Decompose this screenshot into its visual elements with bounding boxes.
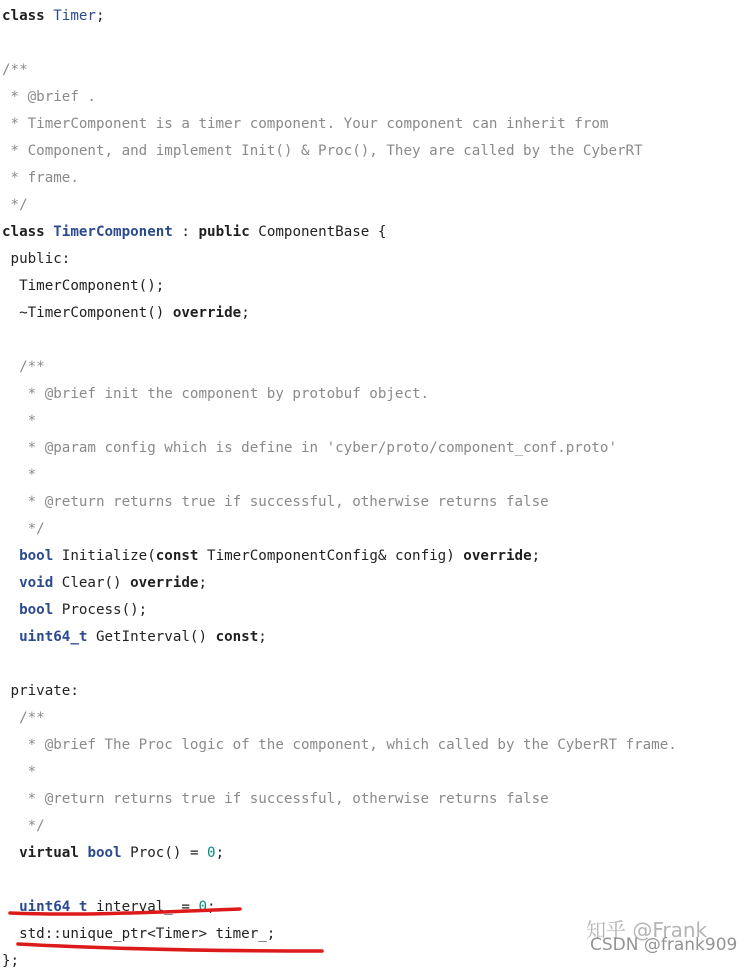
code-token: TimerComponent();: [2, 278, 165, 294]
code-line: [2, 516, 754, 543]
code-token: /**: [2, 359, 45, 375]
code-token: ;: [258, 629, 267, 645]
code-line: [2, 57, 754, 84]
code-token: *: [2, 764, 37, 780]
code-line: [2, 354, 754, 381]
code-line: [2, 435, 754, 462]
code-token: */: [2, 521, 45, 537]
code-token: * TimerComponent is a timer component. Your component can inherit from: [2, 116, 609, 132]
code-line: [2, 30, 754, 57]
code-token: [45, 224, 54, 240]
code-token: * @brief .: [2, 89, 96, 105]
code-token: virtual: [19, 845, 79, 861]
code-token: const: [215, 629, 259, 645]
code-token: std::unique_ptr<Timer> timer_;: [2, 926, 276, 942]
code-token: TimerComponent: [53, 224, 173, 240]
code-token: *: [2, 413, 37, 429]
code-line: [2, 624, 754, 651]
code-line: [2, 759, 754, 786]
code-line: [2, 840, 754, 867]
code-token: :: [172, 224, 199, 240]
code-token: private:: [2, 683, 79, 699]
code-token: [2, 602, 19, 618]
code-line: [2, 381, 754, 408]
code-line: [2, 165, 754, 192]
code-token: * @brief The Proc logic of the component, which called by the CyberRT frame.: [2, 737, 677, 753]
csdn-watermark: CSDN @frank909: [590, 935, 738, 955]
code-token: class: [2, 8, 45, 24]
code-line: [2, 813, 754, 840]
code-token: * @return returns true if successful, otherwise returns false: [2, 791, 549, 807]
code-token: Clear(): [53, 575, 131, 591]
zhihu-watermark: 知乎 @Frank: [586, 918, 708, 942]
code-token: override: [130, 575, 199, 591]
code-token: Initialize(: [53, 548, 156, 564]
code-token: [2, 845, 19, 861]
code-token: };: [2, 953, 20, 969]
code-token: /**: [2, 62, 28, 78]
code-token: void: [19, 575, 54, 591]
code-token: *: [2, 467, 37, 483]
code-token: public:: [2, 251, 71, 267]
code-line: [2, 3, 754, 30]
code-token: [2, 629, 19, 645]
code-token: ;: [241, 305, 250, 321]
code-line: [2, 732, 754, 759]
code-block: [2, 3, 754, 975]
code-line: [2, 327, 754, 354]
code-token: const: [155, 548, 199, 564]
code-token: * @return returns true if successful, otherwise returns false: [2, 494, 549, 510]
code-line: [2, 84, 754, 111]
code-line: [2, 273, 754, 300]
code-token: interval_ =: [87, 899, 199, 915]
code-token: */: [2, 818, 45, 834]
code-token: */: [2, 197, 28, 213]
code-line: [2, 192, 754, 219]
code-line: [2, 489, 754, 516]
code-token: GetInterval(): [87, 629, 216, 645]
code-line: [2, 111, 754, 138]
code-token: ~TimerComponent(): [2, 305, 173, 321]
code-token: * Component, and implement Init() & Proc(), They are called by the CyberRT: [2, 143, 643, 159]
code-token: uint64_t: [19, 899, 88, 915]
code-line: [2, 705, 754, 732]
code-line: [2, 867, 754, 894]
code-token: [45, 8, 54, 24]
code-token: override: [463, 548, 532, 564]
code-token: [2, 575, 19, 591]
code-token: Proc() =: [121, 845, 208, 861]
code-line: [2, 597, 754, 624]
code-token: ;: [531, 548, 541, 564]
code-line: [2, 786, 754, 813]
code-token: class: [2, 224, 45, 240]
code-token: [2, 548, 19, 564]
code-line: [2, 462, 754, 489]
code-token: override: [172, 305, 242, 321]
code-token: bool: [19, 602, 54, 618]
code-token: /**: [2, 710, 45, 726]
code-token: bool: [19, 548, 54, 564]
code-token: * frame.: [2, 170, 79, 186]
code-token: ;: [198, 575, 208, 591]
code-line: [2, 138, 754, 165]
code-token: [2, 899, 19, 915]
code-token: ComponentBase {: [249, 224, 387, 240]
code-line: [2, 219, 754, 246]
code-token: Process();: [53, 602, 148, 618]
code-token: bool: [87, 845, 122, 861]
code-line: [2, 246, 754, 273]
code-token: ;: [207, 899, 216, 915]
code-token: ;: [95, 8, 105, 24]
code-line: [2, 651, 754, 678]
code-token: public: [198, 224, 250, 240]
code-token: 0: [198, 899, 208, 915]
code-line: [2, 543, 754, 570]
code-token: * @brief init the component by protobuf object.: [2, 386, 430, 402]
code-token: TimerComponentConfig& config): [198, 548, 464, 564]
code-token: * @param config which is define in 'cyber/proto/component_conf.proto': [2, 440, 617, 456]
code-token: uint64_t: [19, 629, 88, 645]
code-token: 0: [207, 845, 216, 861]
code-line: [2, 570, 754, 597]
code-token: Timer: [53, 8, 96, 24]
code-line: [2, 408, 754, 435]
code-line: [2, 678, 754, 705]
code-line: [2, 300, 754, 327]
code-token: ;: [215, 845, 225, 861]
